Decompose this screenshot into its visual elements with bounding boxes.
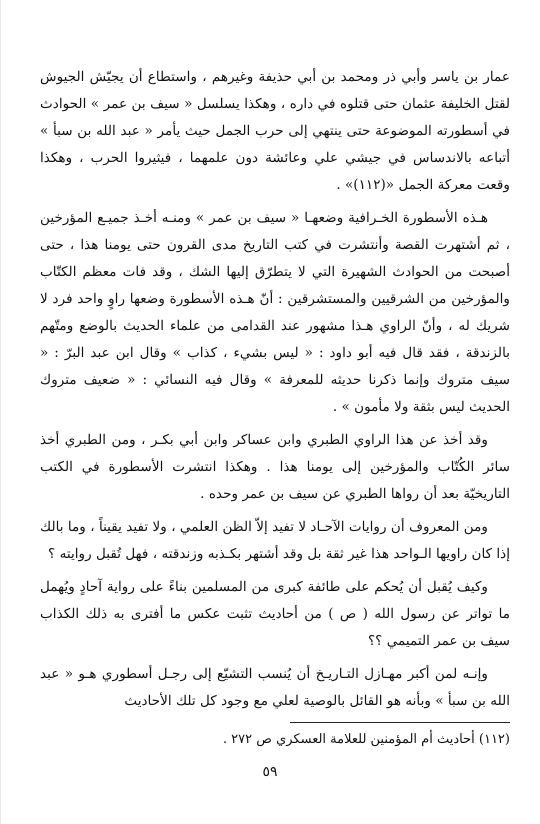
paragraph-3: وقد أخذ عن هذا الراوي الطبري وابن عساكر وابن أبي بكـر ، ومن الطبري أخذ سائر الكُتّاب والمؤرخين إلى يومنا هذا . وهكذا انتشرت الأسطورة في الكتب التاريخيّة بعد أن رواها الطبري عن سيف بن عمر وحده . — [40, 432, 510, 502]
main-text — [40, 64, 510, 721]
page-number: ٥٩ — [262, 764, 278, 780]
page-edge-line — [0, 0, 1, 824]
paragraph-2: هـذه الأسطورة الخـرافية وضعهـا « سيف بن عمر » ومنـه أخـذ جميـع المؤرخين ، ثم أشتهرت القصة وأنتشرت في كتب التاريخ مدى القرون حتى يومنا هذا ، حتى أصبحت من الحوادث الشهيرة التي لا يتطرّق إليها الشك ، وقد فات معظم الكتّاب والمؤرخين من الشرقيين والمستشرقين : أنّ هـذه الأسطورة وضعها راوٍ واحد فرد لا شريك له ، وأنّ الراوي هـذا مشهور عند القدامى من علماء الحديث بالوضع ومتّهم بالزندقة ، فقد قال فيه أبو داود : « ليس بشيء ، كذاب » وقال ابن عبد البرّ : « سيف متروك وإنما ذكرنا حديثه للمعرفة » وقال فيه النسائي : « ضعيف متروك الحديث ليس بثقة ولا مأمون » . — [40, 210, 510, 415]
footnote-divider — [290, 722, 510, 723]
paragraph-5: وكيف يُقبل أن يُحكم على طائفة كبرى من المسلمين بناءً على رواية آحادٍ ويُهمل ما تواتر عن رسول الله ( ص ) من أحاديث تثبت عكس ما أفترى به ذلك الكذاب سيف بن عمر التميمي ؟؟ — [40, 579, 510, 649]
paragraph-4: ومن المعروف أن روايات الآحـاد لا تفيد إلاّ الظن العلمي ، ولا تفيد يقيناً ، وما بالك إذا كان راويها الـواحد هذا غير ثقة بل وقد أشتهر بكـذبه وزندقته ، فهل تُقبل روايته ؟ — [40, 519, 510, 562]
paragraph-1: عمار بن ياسر وأبي ذر ومحمد بن أبي حذيفة وغيرهم ، واستطاع أن يجيّش الجيوش لقتل الخليفة عثمان حتى قتلوه في داره ، وهكذا يسلسل « سيف بن عمر » الحوادث في أسطورته الموضوعة حتى ينتهي إلى حرب الجمل حيث يأمر « عبد الله بن سبأ » أتباعه بالاندساس في جيشي علي وعائشة دون علمهما ، فيثيروا الحرب ، وهكذا وقعت معركة الجمل «(١١٢)» . — [40, 69, 510, 193]
paragraph-6: وإنـه لمن أكبر مهـازل التـاريـخ أن يُنسب التشيّع إلى رجـل أسطوري هـو « عبد الله بن سبأ » وبأنه هو القائل بالوصية لعلي مع وجود كل تلك الأحاديث — [40, 666, 510, 709]
footnote: (١١٢) أحاديث أم المؤمنين للعلامة العسكري ص ٢٧٢ . — [222, 732, 510, 747]
